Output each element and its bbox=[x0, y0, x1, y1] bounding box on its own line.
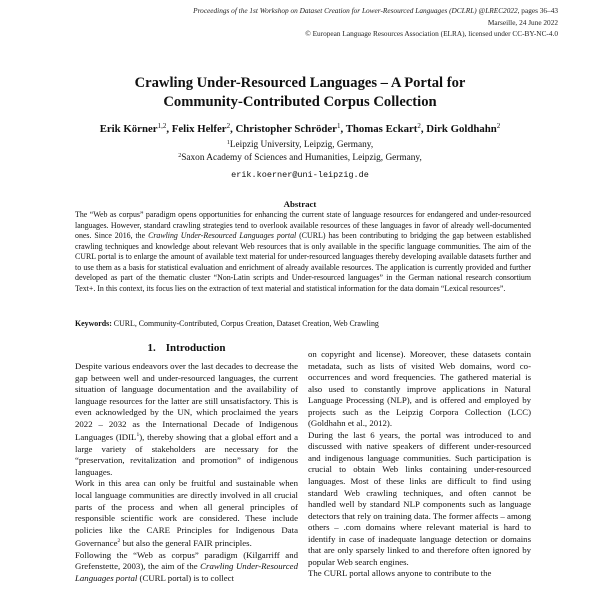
location-date: Marseille, 24 June 2022 bbox=[487, 17, 558, 27]
paragraph: Work in this area can only be fruitful and sustainable when local language communities are directly involved in all crucial parts of the process and when all general principles of responsible scientific work are considered. These include policies like the CARE Principles for Indigenous Data Governance$^2$ but also the general FAIR principles. bbox=[75, 478, 298, 549]
title-line-2: Community-Contributed Corpus Collection bbox=[163, 93, 437, 110]
footnote-marker: 2 bbox=[117, 538, 121, 545]
title-line-1: Crawling Under-Resourced Languages – A Portal for bbox=[134, 75, 466, 91]
paragraph: Despite various endeavors over the last decades to decrease the gap between well and under-resourced languages, the current situation of language documentation and the availability of language resources for the latter are still unsatisfactory. This is even acknowledged by the UN, which proclaimed the years 2022 – 2032 as the International Decade of Indigenous Languages (IDIL$^1$), thereby showing that a global effort and a large variety of stakeholders are necessary for the “preservation, revitalization and promotion” of indigenous languages. bbox=[75, 361, 299, 477]
left-column bbox=[75, 361, 298, 584]
paragraph: The CURL portal allows anyone to contribute to the bbox=[308, 568, 492, 579]
author: Thomas Eckart$^2$, bbox=[345, 122, 427, 135]
section-heading-introduction: 1. Introduction bbox=[147, 342, 226, 354]
right-column bbox=[308, 349, 531, 580]
author-list bbox=[0, 122, 600, 135]
keywords-label: Keywords: bbox=[75, 319, 112, 328]
keywords bbox=[75, 319, 531, 328]
paragraph: During the last 6 years, the portal was introduced to and discussed with native speakers of different under-resourced and indigenous language communities. Such participation is crucial to obtain Web links containing under-resourced languages. Most of these links are difficult to find using standard Web crawling techniques, and often cannot be handled well by standard NLP components such as language detectors that rely on training data. The former affects – among others – .com domains where relevant material is hard to identify in case of inadequate language detection or domains that are only sparsely linked to and therefore often ignored by popular Web search engines. bbox=[308, 429, 531, 567]
footnote-marker: 1 bbox=[136, 432, 140, 439]
abstract-heading: Abstract bbox=[283, 199, 317, 209]
keywords-text: CURL, Community-Contributed, Corpus Creation, Dataset Creation, Web Crawling bbox=[111, 319, 379, 328]
proceedings-title: Proceedings of the 1st Workshop on Dataset Creation for Lower-Resourced Languages (DCLRL) @LREC2022 bbox=[193, 6, 518, 15]
paper-title bbox=[0, 74, 600, 111]
proceedings-header bbox=[38, 5, 558, 40]
affiliation-1: $^1$Leipzig University, Leipzig, Germany, bbox=[226, 140, 374, 150]
proceedings-line bbox=[38, 5, 558, 17]
portal-name: Crawling Under-Resourced Languages portal bbox=[148, 231, 297, 240]
author: Dirk Goldhahn$^2$ bbox=[426, 122, 501, 135]
paragraph: Following the “Web as corpus” paradigm (Kilgarriff and Grefenstette, 2003), the aim of the Crawling Under-Resourced Languages portal (CURL portal) is to collect bbox=[75, 549, 298, 583]
proceedings-pages: , pages 36–43 bbox=[517, 6, 558, 15]
copyright-line: © European Language Resources Association (ELRA), licensed under CC-BY-NC-4.0 bbox=[305, 29, 558, 39]
author-email: erik.koerner@uni-leipzig.de bbox=[231, 170, 369, 180]
abstract-body: The “Web as corpus” paradigm opens opportunities for enhancing the current state of language resources for endangered and under-resourced languages. However, standard crawling strategies tend to overlook available resources of these languages in favor of already well-documented ones. Since 2016, the Crawling Under-Resourced Languages portal (CURL) has been contributing to bridging the gap between established crawling techniques and knowledge about relevant Web resources that is only available in the specific language communities. The aim of the CURL portal is to enlarge the amount of available text material for under-resourced languages thereby developing available datasets further and to use them as a basis for statistical evaluation and enrichment of already available resources. The application is currently provided and further developed as part of the thematic cluster “Non-Latin scripts and Under-resourced languages” in the German national research consortium Text+. In this context, its focus lies on the extraction of text material and statistical information for the data domain “Lexical resources”. bbox=[75, 210, 531, 293]
author: Erik Körner$^{1,2}$, bbox=[99, 122, 172, 135]
paragraph: on copyright and license). Moreover, these datasets contain metadata, such as lists of visited Web domains, word co-occurrences and word frequencies. The gathered material is also used to constantly improve applications in Natural Language Processing (NLP), and is offered and employed by projects such as the Leipzig Corpora Collection (LCC) (Goldhahn et al., 2012). bbox=[308, 349, 531, 429]
affiliation-2: $^2$Saxon Academy of Sciences and Humanities, Leipzig, Germany, bbox=[178, 153, 422, 163]
author: Felix Helfer$^2$, bbox=[171, 122, 236, 135]
author: Christopher Schröder$^1$, bbox=[235, 122, 346, 135]
